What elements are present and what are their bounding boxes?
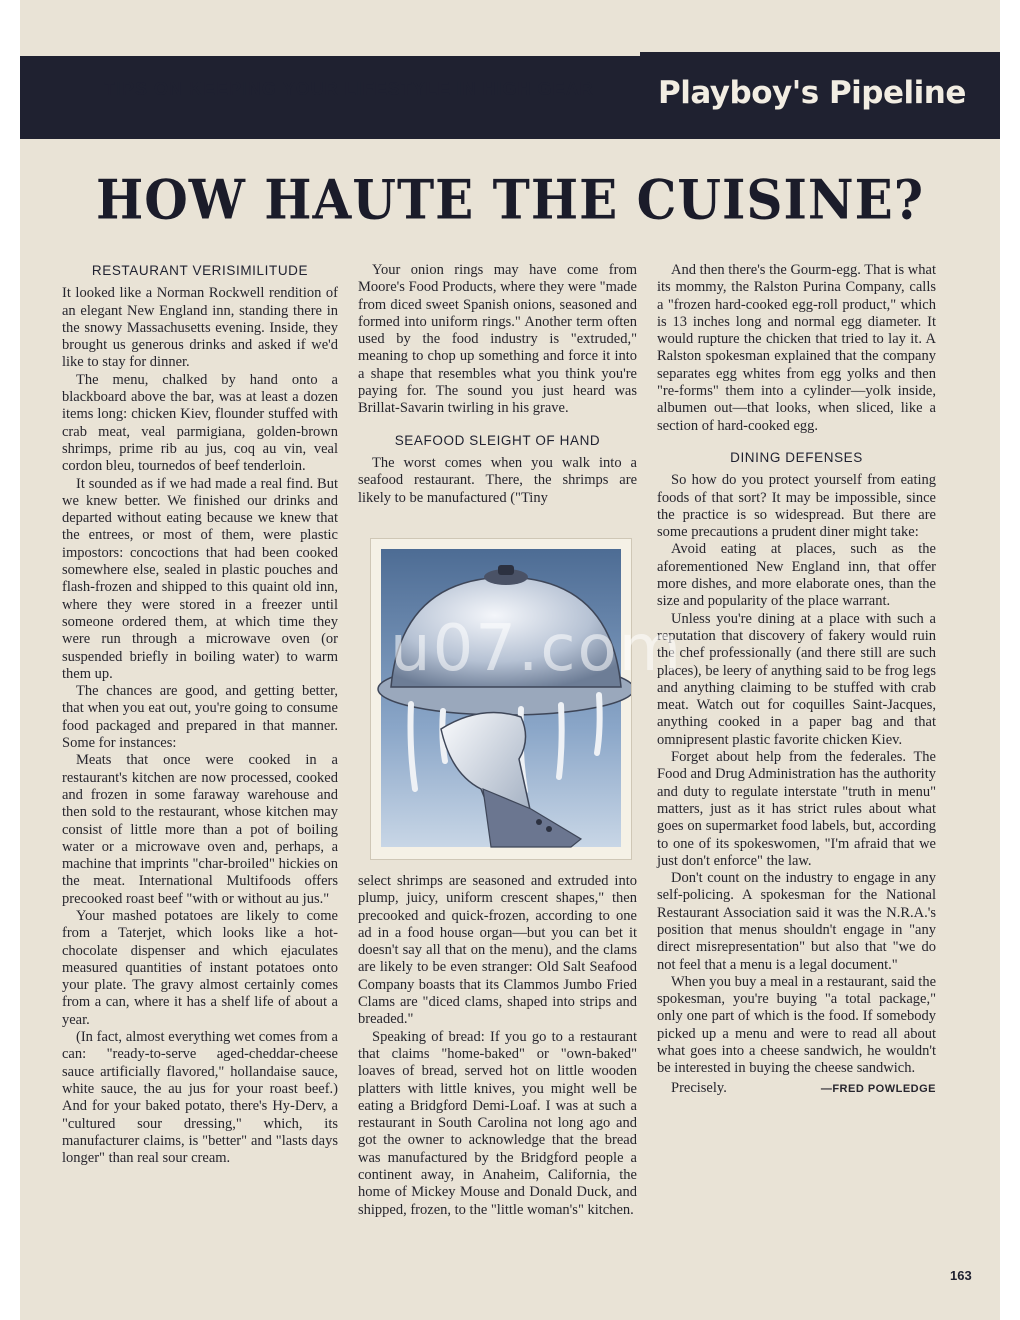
illustration-svg <box>371 539 631 859</box>
closing-word: Precisely. <box>671 1079 727 1096</box>
signoff <box>657 1080 936 1098</box>
subhead-dining-defenses: DINING DEFENSES <box>730 449 863 465</box>
paragraph: The menu, chalked by hand onto a blackboard above the bar, was at least a dozen items long: chicken Kiev, flounder stuffed with crab meat, veal parmigiana, golden-brown shrimps, prime rib au jus, coq au vin, veal cordon bleu, tournedos of beef tenderloin. <box>62 371 338 475</box>
paragraph: Don't count on the industry to engage in any self-policing. A spokesman for the National Restaurant Association said it was the N.R.A.'s position that menus shouldn't engage in "any direct misrepresentation" but also that "we do not feel that a menu is a legal document." <box>657 870 936 973</box>
header-tagline: TIPS ON KEEPING YOUR LIFESTYLE IN HIGH GEAR <box>104 79 594 99</box>
section-title: Playboy's Pipeline <box>658 75 966 111</box>
column-2-continued <box>358 873 637 1219</box>
paragraph: So how do you protect yourself from eating foods of that sort? It may be impossible, since the practice is so widespread. But there are some precautions a prudent diner might take: <box>657 472 936 541</box>
subhead-seafood-sleight-of-hand: SEAFOOD SLEIGHT OF HAND <box>394 432 601 448</box>
watermark: u07.com <box>390 612 684 686</box>
header-strip <box>20 0 640 56</box>
paragraph: Unless you're dining at a place with such a reputation that discovery of fakery would ruin the chef professionally (and there still are such places), be leery of anything said to be frog legs and anything claiming to be stuffed with crab meat. Watch out for coquilles Saint-Jacques, anything cooked in a paper bag and that omnipresent plastic favorite chicken Kiev. <box>657 610 936 748</box>
paragraph: The chances are good, and getting better, that when you eat out, you're going to consume food packaged and prepared in that manner. Some for instances: <box>62 683 338 752</box>
paragraph: Avoid eating at places, such as the aforementioned New England inn, that offer more dishes, and more elaborate ones, than the size and popularity of the place warrant. <box>657 541 936 610</box>
page-number: 163 <box>950 1268 972 1283</box>
column-2 <box>358 262 637 507</box>
byline: —FRED POWLEDGE <box>820 1082 936 1095</box>
paragraph: It looked like a Norman Rockwell rendition of an elegant New England inn, standing there in the snowy Massachusetts evening. Inside, they brought us generous drinks and asked if we'd like to stay for dinner. <box>62 285 338 371</box>
paragraph: The worst comes when you walk into a seafood restaurant. There, the shrimps are likely to be manufactured ("Tiny <box>358 454 637 506</box>
paragraph: select shrimps are seasoned and extruded into plump, juicy, uniform crescent shapes," then precooked and quick-frozen, according to one ad in a food house organ—but you can bet it doesn't say all that on the menu), and the clams are likely to be even stranger: Old Salt Seafood Company boasts that its Clammos Jumbo Fried Clams are "diced clams, shaped into strips and breaded." <box>358 873 637 1028</box>
paragraph: It sounded as if we had made a real find. But we knew better. We finished our drinks and departed without eating because we knew that the entrees, or most of them, were plastic impostors: concoctions that had been cooked somewhere else, sealed in plastic pouches and flash-frozen and shipped to this quaint old inn, where they were stored in a freezer until someone ordered them, at which time they were run through a microwave oven (or suspended briefly in boiling water) to warm them up. <box>62 475 338 682</box>
magazine-page <box>20 0 1000 1320</box>
paragraph: When you buy a meal in a restaurant, said the spokesman, you're buying "a total package," only one part of which is the food. If somebody picked up a menu and were to read all about what goes into a cheese sandwich, he wouldn't be interested in buying the cheese sandwich. <box>657 973 936 1077</box>
paragraph: Speaking of bread: If you go to a restaurant that claims "home-baked" or "own-baked" loaves of bread, served hot on little wooden platters with little knives, you might well be eating a Bridgford Demi-Loaf. I was at such a restaurant in South Carolina not long ago and got the owner to acknowledge that the bread was manufactured by the Bridgford people a continent away, in Anaheim, California, the home of Mickey Mouse and Donald Duck, and shipped, frozen, to the "little woman's" kitchen. <box>358 1028 637 1218</box>
paragraph: And then there's the Gourm-egg. That is what its mommy, the Ralston Purina Company, calls a "frozen hard-cooked egg-roll product," which is 13 inches long and normal egg diameter. It would rupture the chicken that tried to lay it. A Ralston spokesman explained that the company separates egg whites from egg yolks and then "re-forms" them into a cylinder—yolk inside, albumen out—that looks, when sliced, like a section of hard-cooked egg. <box>657 262 936 434</box>
subhead-restaurant-verisimilitude: RESTAURANT VERISIMILITUDE <box>91 263 309 278</box>
paragraph: Meats that once were cooked in a restaurant's kitchen are now processed, cooked and frozen in some faraway warehouse and then sold to the restaurant, whose kitchen may consist of little more than a pot of boiling water or a microwave oven and, perhaps, a machine that imprints "char-broiled" hickies on the meat. International Multifoods offers precooked roast beef "with or without au jus." <box>62 752 338 907</box>
paragraph: Forget about help from the federales. The Food and Drug Administration has the authority and duty to regulate interstate "truth in menu" matters, just as it has strict rules about what goes on supermarket food labels, but, according to one of its spokeswomen, "I'm afraid that we just don't enforce" the law. <box>657 749 936 869</box>
column-3 <box>657 262 936 1098</box>
paragraph: Your mashed potatoes are likely to come from a Taterjet, which looks like a hot-chocolate dispenser and which ejaculates measured quantities of instant potatoes onto your plate. The gravy almost certainly comes from a can, where it has a shelf life of about a year. <box>62 907 338 1028</box>
column-1 <box>62 262 338 1167</box>
illustration-cloche-hand <box>370 538 632 860</box>
paragraph: (In fact, almost everything wet comes from a can: "ready-to-serve aged-cheddar-cheese sauce artificially flavored," hollandaise sauce, white sauce, the au jus for your roast beef.) And for your baked potato, there's Hy-Derv, a "cultured sour dressing," which, its manufacturer claims, is "better" and "lasts days longer" than real sour cream. <box>62 1029 338 1167</box>
paragraph: Your onion rings may have come from Moore's Food Products, where they were "made from diced sweet Spanish onions, seasoned and formed into uniform rings." Another term often used by the food industry is "extruded," meaning to chop up something and force it into a shape that resembles what you think you're paying for. The sound you just heard was Brillat-Savarin twirling in his grave. <box>358 262 637 417</box>
article-headline: HOW HAUTE THE CUISINE? <box>95 167 925 232</box>
